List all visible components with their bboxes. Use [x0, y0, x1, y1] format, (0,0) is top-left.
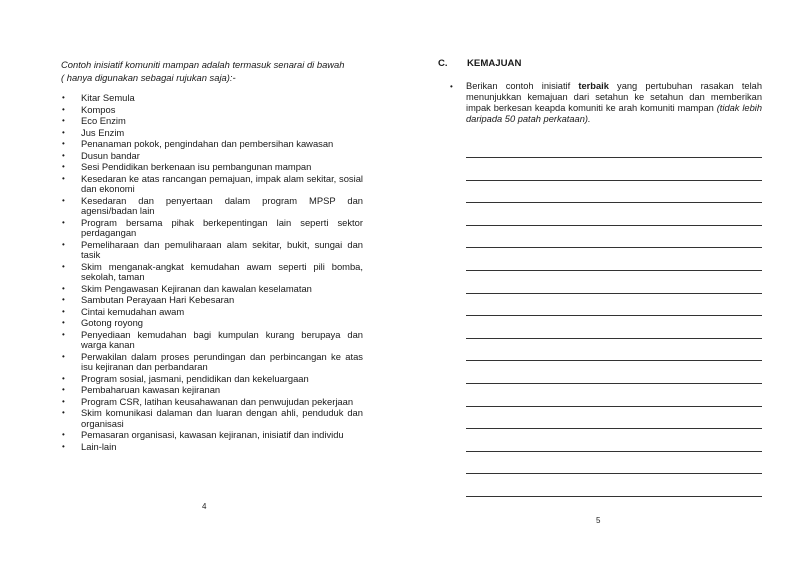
question-part-2: yang pertubuhan rasakan telah menunjukkan kemajuan dari setahun ke setahun dan memberikan impak berkesan keapda komuniti ke arah komuniti mampan: [466, 81, 762, 113]
bullet-icon: •: [62, 295, 65, 305]
list-item: [61, 116, 363, 126]
list-item: [61, 128, 363, 138]
bullet-icon: •: [62, 195, 65, 205]
list-item: [61, 295, 363, 305]
bullet-icon: •: [62, 93, 65, 102]
list-item: [61, 262, 363, 283]
bullet-icon: •: [62, 116, 65, 126]
list-item-text: Kesedaran ke atas rancangan pemajuan, impak alam sekitar, sosial dan ekonomi: [81, 172, 363, 195]
list-item: [61, 430, 363, 440]
initiative-list: [61, 93, 363, 453]
list-item: [61, 174, 363, 195]
list-item: [61, 151, 363, 161]
section-heading: [438, 58, 521, 69]
bullet-icon: •: [62, 385, 65, 395]
list-item: [61, 385, 363, 395]
question-item: [450, 81, 762, 125]
list-item-text: Kesedaran dan penyertaan dalam program MPSP dan agensi/badan lain: [81, 194, 363, 217]
bullet-icon: •: [450, 82, 453, 91]
answer-line[interactable]: [466, 451, 762, 452]
list-item-text: Program sosial, jasmani, pendidikan dan kekeluargaan: [81, 372, 309, 384]
page-number-left: 4: [202, 502, 207, 511]
section-letter: C.: [438, 58, 448, 69]
list-item-text: Dusun bandar: [81, 149, 140, 161]
list-item-text: Skim komunikasi dalaman dan luaran dengan ahli, penduduk dan organisasi: [81, 407, 363, 429]
list-item-text: Pemeliharaan dan pemuliharaan alam sekitar, bukit, sungai dan tasik: [81, 238, 363, 261]
list-item: [61, 196, 363, 217]
list-item: [61, 408, 363, 429]
list-item: [61, 240, 363, 261]
list-item: [61, 318, 363, 328]
question-text: [466, 81, 762, 125]
list-item: [61, 284, 363, 294]
bullet-icon: •: [62, 261, 65, 271]
right-page: [400, 0, 800, 565]
bullet-icon: •: [62, 127, 65, 137]
bullet-icon: •: [62, 318, 65, 328]
bullet-icon: •: [62, 408, 65, 418]
list-item-text: Skim menganak-angkat kemudahan awam seperti pili bomba, sekolah, taman: [81, 260, 363, 283]
answer-line[interactable]: [466, 270, 762, 271]
list-item-text: Skim Pengawasan Kejiranan dan kawalan keselamatan: [81, 282, 312, 294]
list-item-text: Sambutan Perayaan Hari Kebesaran: [81, 294, 235, 306]
intro-line-1: Contoh inisiatif komuniti mampan adalah termasuk senarai di bawah: [61, 59, 345, 70]
list-item-text: Pemasaran organisasi, kawasan kejiranan, inisiatif dan individu: [81, 429, 344, 441]
list-item-text: Sesi Pendidikan berkenaan isu pembangunan mampan: [81, 161, 312, 173]
answer-line[interactable]: [466, 247, 762, 248]
bullet-icon: •: [62, 239, 65, 249]
list-item-text: Kitar Semula: [81, 92, 135, 103]
bullet-icon: •: [62, 162, 65, 172]
answer-line[interactable]: [466, 180, 762, 181]
answer-line[interactable]: [466, 383, 762, 384]
list-item-text: Program CSR, latihan keusahawanan dan penwujudan pekerjaan: [81, 395, 354, 407]
bullet-icon: •: [62, 430, 65, 440]
list-item-text: Penanaman pokok, pengindahan dan pembersihan kawasan: [81, 138, 334, 150]
page-number-right: 5: [596, 516, 601, 525]
bullet-icon: •: [62, 173, 65, 183]
list-item: [61, 162, 363, 172]
intro-line-2: ( hanya digunakan sebagai rujukan saja):-: [61, 72, 236, 83]
list-item-text: Penyediaan kemudahan bagi kumpulan kurang berupaya dan warga kanan: [81, 328, 363, 351]
list-item-text: Lain-lain: [81, 440, 117, 452]
list-item-text: Perwakilan dalam proses perundingan dan perbincangan ke atas isu kejiranan dan perbandaran: [81, 350, 363, 373]
list-item: [61, 139, 363, 149]
answer-line[interactable]: [466, 496, 762, 497]
bullet-icon: •: [62, 139, 65, 149]
list-item-text: Eco Enzim: [81, 115, 126, 127]
list-item-text: Gotong royong: [81, 317, 144, 329]
bullet-icon: •: [62, 373, 65, 383]
question-bold: terbaik: [578, 81, 609, 91]
question-part-1: Berikan contoh inisiatif: [466, 81, 579, 91]
bullet-icon: •: [62, 329, 65, 339]
answer-line[interactable]: [466, 360, 762, 361]
answer-line[interactable]: [466, 473, 762, 474]
answer-line[interactable]: [466, 428, 762, 429]
bullet-icon: •: [62, 217, 65, 227]
answer-line[interactable]: [466, 338, 762, 339]
answer-line[interactable]: [466, 225, 762, 226]
answer-line[interactable]: [466, 315, 762, 316]
list-item: [61, 93, 363, 103]
question-italic: (tidak lebih daripada 50 patah perkataan).: [466, 103, 762, 124]
bullet-icon: •: [62, 396, 65, 406]
list-item: [61, 397, 363, 407]
list-item: [61, 307, 363, 317]
bullet-icon: •: [62, 441, 65, 451]
list-item-text: Pembaharuan kawasan kejiranan: [81, 384, 221, 396]
bullet-icon: •: [62, 351, 65, 361]
list-item: [61, 218, 363, 239]
list-item: [61, 374, 363, 384]
bullet-icon: •: [62, 104, 65, 114]
list-item-text: Kompos: [81, 103, 116, 115]
list-item-text: Program bersama pihak berkepentingan lain seperti sektor perdagangan: [81, 216, 363, 239]
answer-line[interactable]: [466, 157, 762, 158]
intro-text: [61, 58, 361, 84]
list-item: [61, 442, 363, 452]
list-item: [61, 330, 363, 351]
section-title: KEMAJUAN: [467, 58, 522, 69]
answer-line[interactable]: [466, 406, 762, 407]
list-item-text: Cintai kemudahan awam: [81, 305, 185, 317]
list-item: [61, 352, 363, 373]
list-item-text: Jus Enzim: [81, 126, 125, 138]
answer-line[interactable]: [466, 293, 762, 294]
bullet-icon: •: [62, 283, 65, 293]
answer-line[interactable]: [466, 202, 762, 203]
bullet-icon: •: [62, 306, 65, 316]
bullet-icon: •: [62, 150, 65, 160]
list-item: [61, 105, 363, 115]
